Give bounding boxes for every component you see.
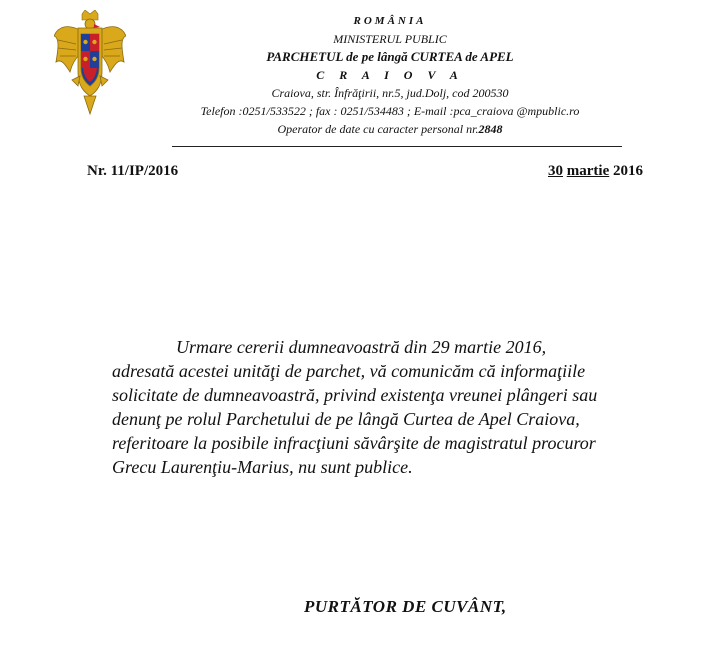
letterhead-office: PARCHETUL de pe lângă CURTEA de APEL [266, 49, 514, 64]
date-day: 30 [548, 163, 563, 179]
body-line: Grecu Laurenţiu-Marius, nu sunt publice. [112, 457, 413, 477]
operator-label: Operator de date cu caracter personal nr. [277, 122, 479, 136]
letterhead-divider [172, 146, 622, 147]
operator-number: 2848 [478, 122, 503, 136]
body-line: Urmare cererii dumneavoastră din 29 martie 2016, [176, 337, 547, 357]
registration-number: Nr. 11/IP/2016 [87, 163, 179, 179]
body-line: referitoare la posibile infracţiuni săvârşite de magistratul procuror [112, 433, 596, 453]
signature-title: PURTĂTOR DE CUVÂNT, [304, 597, 507, 616]
date-month: martie [566, 163, 610, 179]
romanian-coat-of-arms-icon [54, 10, 126, 118]
letterhead-ministry: MINISTERUL PUBLIC [333, 32, 447, 46]
letterhead-city: C R A I O V A [316, 68, 464, 82]
body-line: denunţ pe rolul Parchetului de pe lângă Curtea de Apel Craiova, [112, 409, 580, 429]
body-line: adresată acestei unităţi de parchet, vă comunicăm că informaţiile [112, 361, 586, 381]
letter-body [112, 335, 692, 479]
letterhead [170, 12, 610, 138]
document-date [548, 163, 643, 180]
date-year: 2016 [612, 163, 643, 179]
letterhead-country: ROMÂNIA [353, 15, 427, 27]
letterhead-contact: Telefon :0251/533522 ; fax : 0251/534483 ; E-mail :pca_craiova @mpublic.ro [200, 104, 580, 118]
letterhead-operator [170, 120, 610, 138]
body-line: solicitate de dumneavoastră, privind existenţa vreunei plângeri sau [112, 385, 598, 405]
letterhead-address: Craiova, str. Înfrăţirii, nr.5, jud.Dolj, cod 200530 [271, 86, 509, 100]
